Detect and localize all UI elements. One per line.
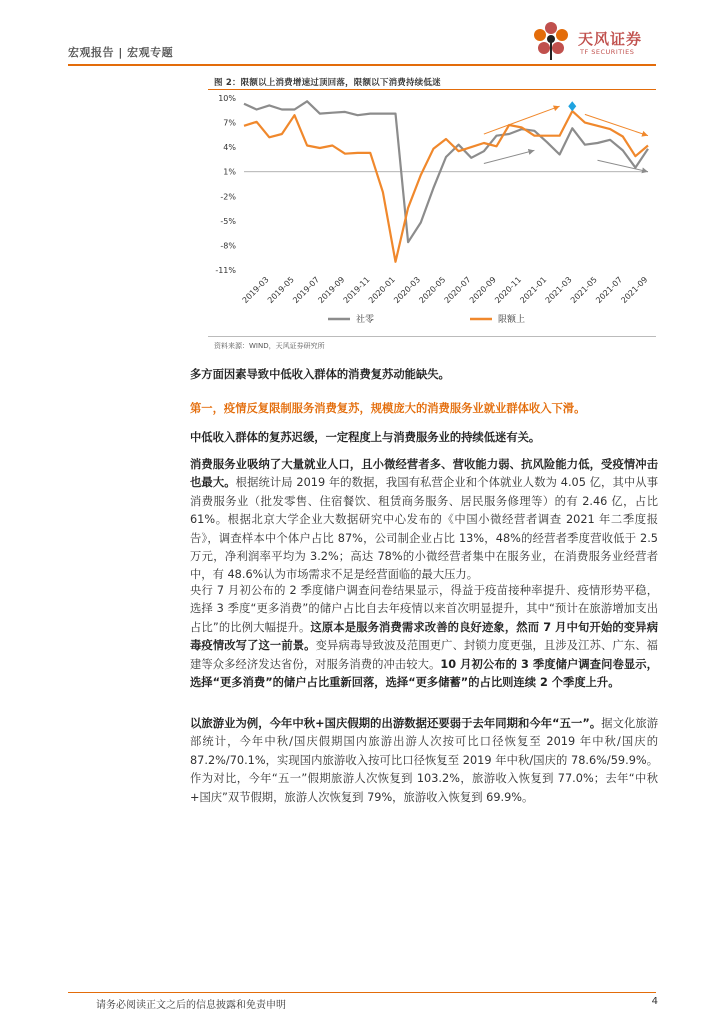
- point-heading: 第一，疫情反复限制服务消费复苏，规模庞大的消费服务业就业群体收入下滑。: [190, 402, 586, 415]
- tourism-body: 据文化旅游部统计，今年中秋/国庆假期国内旅游出游人次按可比口径恢复至 2019 年中秋/国庆的 87.2%/70.1%，实现国内旅游收入按可比口径恢复至 2019 年中秋/国庆的 78.6%/59.9%。作为对比，今年“五一”假期旅游人次恢复到 103.2%，旅游收入恢复到 77.0%；去年“中秋+国庆”双节假期，旅游人次恢复到 79%，旅游收入恢复到 69.9%。: [190, 717, 658, 804]
- section-heading: 多方面因素导致中低收入群体的消费复苏动能缺失。: [190, 368, 450, 381]
- y-tick-label: 7%: [223, 118, 236, 128]
- y-tick-label: 4%: [223, 143, 236, 153]
- line-chart: [208, 90, 656, 334]
- logo-name-en: TF SECURITIES: [580, 48, 635, 56]
- header-divider: [68, 64, 656, 66]
- legend-label: 社零: [356, 315, 375, 325]
- x-tick-label: 2020-07: [442, 275, 473, 306]
- y-tick-label: -11%: [215, 266, 236, 275]
- survey-text-d: 10 月初公布的 3 季度储户调查问卷显示，选择“更多消费”的储户占比重新回落，选择“更多储蓄”的占比则连续 2 个季度上升。: [190, 657, 658, 690]
- x-tick-label: 2019-05: [265, 275, 296, 306]
- survey-text-a: 央行 7 月初公布的 2 季度储户调查问卷结果显示，得益于疫苗接种率提升、疫情形势平稳，选择 3 季度“更多消费”的储户占比自去年疫情以来首次明显提升，其中“预计在旅游增加支出占比”的比例大幅提升。: [190, 584, 658, 634]
- y-tick-label: -5%: [220, 216, 236, 226]
- x-tick-label: 2019-09: [316, 275, 347, 306]
- logo-flower-icon: [528, 18, 574, 62]
- report-category: 宏观报告 | 宏观专题: [68, 46, 174, 59]
- x-tick-label: 2021-09: [619, 275, 650, 306]
- x-tick-label: 2019-03: [240, 275, 271, 306]
- survey-text-b: 这原本是服务消费需求改善的良好迹象，然而 7 月中旬开始的变异病毒疫情改写了这一前景。: [190, 620, 658, 653]
- x-tick-label: 2021-07: [594, 275, 625, 306]
- x-tick-label: 2020-01: [366, 275, 397, 306]
- x-tick-label: 2020-09: [467, 275, 498, 306]
- survey-text-c: 变异病毒导致波及范围更广、封锁力度更强，且涉及江苏、广东、福建等众多经济发达省份，对服务消费的冲击较大。: [190, 639, 658, 671]
- x-tick-label: 2021-03: [543, 275, 574, 306]
- x-tick-label: 2019-11: [341, 275, 372, 306]
- footer-divider: [68, 992, 656, 993]
- company-logo: [528, 18, 668, 64]
- figure-source: 资料来源：WIND，天风证券研究所: [214, 342, 325, 350]
- tourism-lead: 以旅游业为例，今年中秋+国庆假期的出游数据还要弱于去年同期和今年“五一”。: [190, 717, 602, 730]
- logo-name-cn: 天风证券: [578, 30, 643, 48]
- page-number: 4: [651, 996, 658, 1007]
- paragraph-intro: [190, 366, 658, 384]
- paragraph-sub-heading: [190, 429, 658, 447]
- y-tick-label: -2%: [220, 192, 236, 202]
- series-line-above-quota: [244, 111, 648, 262]
- paragraph-survey: [190, 582, 658, 692]
- x-tick-label: 2021-01: [518, 275, 549, 306]
- paragraph-first-point: [190, 400, 658, 418]
- x-tick-label: 2021-05: [568, 275, 599, 306]
- paragraph-tourism: [190, 715, 658, 807]
- employment-body: 根据统计局 2019 年的数据，我国有私营企业和个体就业人数为 4.05 亿，其中从事消费服务业（批发零售、住宿餐饮、租赁商务服务、居民服务修理等）的有 2.46 亿，占比 61%。根据北京大学企业大数据研究中心发布的《中国小微经营者调查 2021 年二季度报告》，调查样本中个体户占比 87%，公司制企业占比 13%，48%的经营者季度营收低于 2.5 万元，净利润率平均为 3.2%；高达 78%的小微经营者集中在服务业，在消费服务业经营者中，有 48.6%认为市场需求不足是经营面临的最大压力。: [190, 476, 658, 582]
- figure-bottom-divider: [208, 336, 656, 337]
- legend-label: 限额上: [498, 315, 526, 325]
- sub-heading: 中低收入群体的复苏迟缓，一定程度上与消费服务业的持续低迷有关。: [190, 431, 541, 444]
- peak-marker: [568, 101, 576, 111]
- employment-lead: 消费服务业吸纳了大量就业人口，且小微经营者多、营收能力弱、抗风险能力低，受疫情冲击也最大。: [190, 458, 658, 490]
- y-tick-label: 10%: [218, 94, 236, 103]
- x-tick-label: 2020-03: [392, 275, 423, 306]
- x-tick-label: 2020-11: [493, 275, 524, 306]
- disclaimer-note: 请务必阅读正文之后的信息披露和免责申明: [96, 1000, 286, 1011]
- trend-arrow: [484, 150, 535, 163]
- figure-title: 图 2：限额以上消费增速过顶回落，限额以下消费持续低迷: [214, 78, 441, 88]
- paragraph-employment: [190, 456, 658, 585]
- y-tick-label: 1%: [223, 167, 236, 177]
- y-tick-label: -8%: [220, 241, 236, 251]
- x-tick-label: 2020-05: [417, 275, 448, 306]
- x-tick-label: 2019-07: [291, 275, 322, 306]
- chart-canvas: [208, 90, 656, 334]
